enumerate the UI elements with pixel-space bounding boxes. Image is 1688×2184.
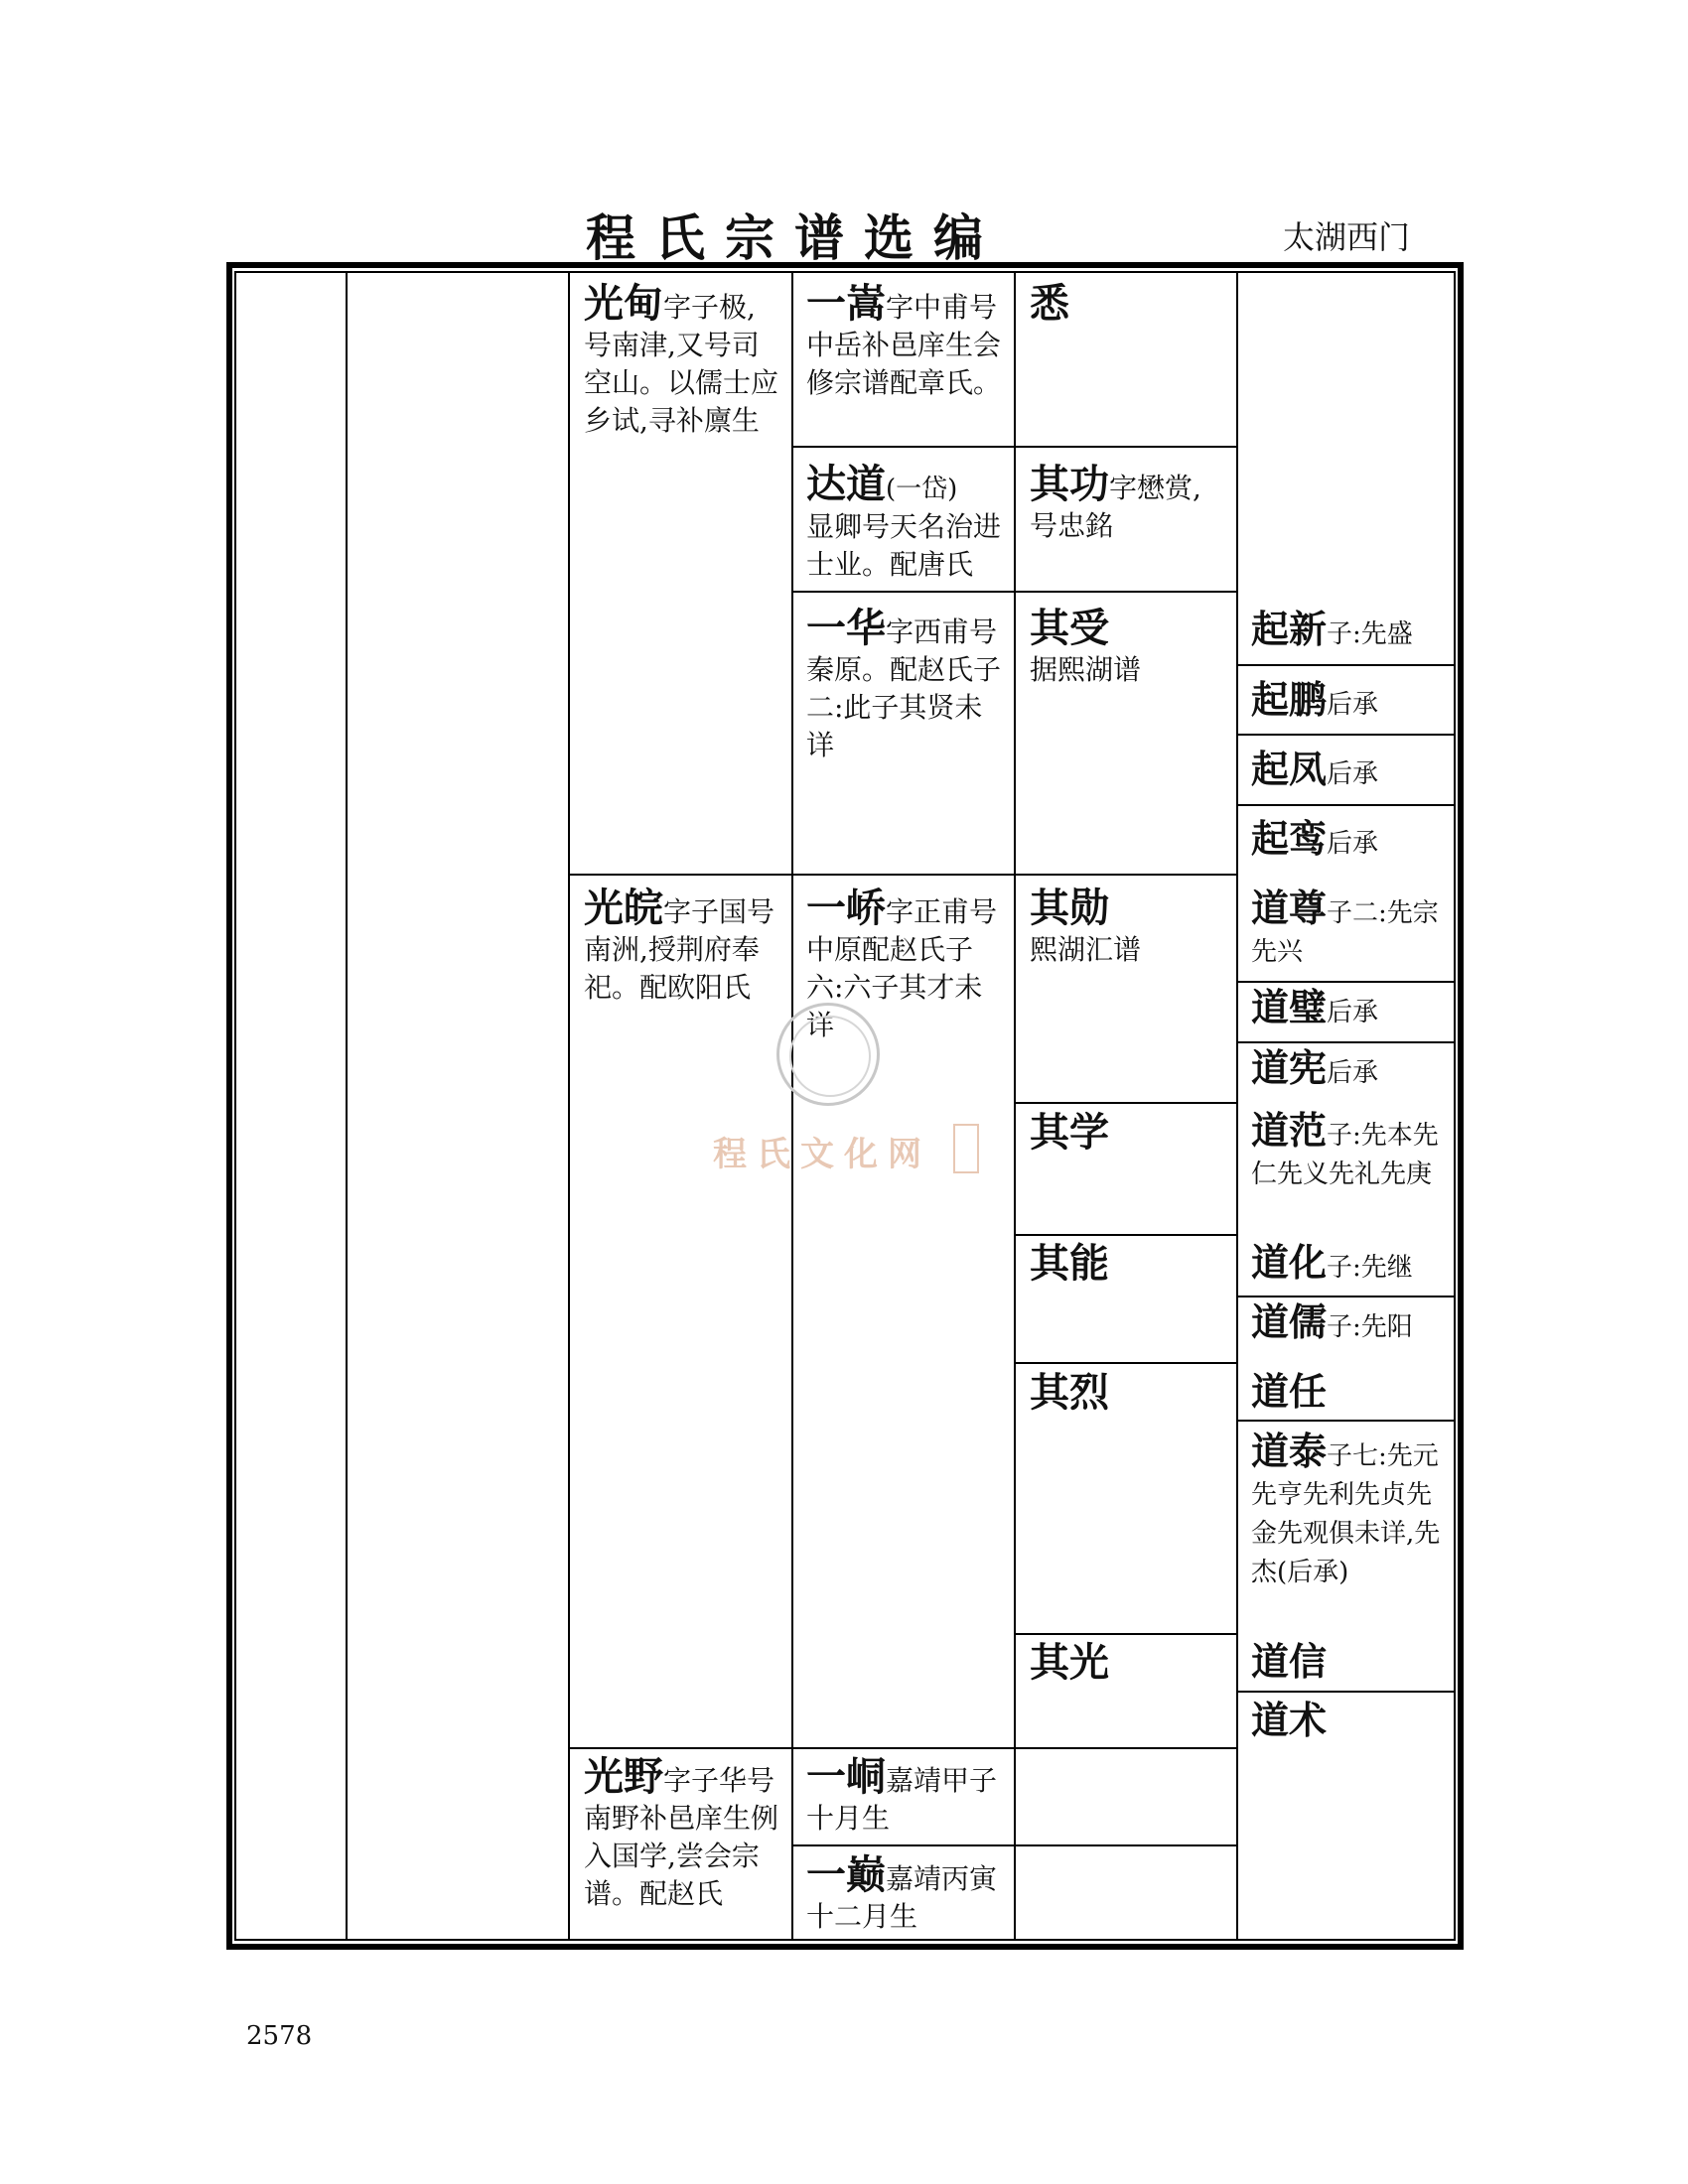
person-notes: 子:先继 bbox=[1327, 1253, 1413, 1283]
genealogy-entry bbox=[1251, 1370, 1450, 1416]
row-divider bbox=[1236, 981, 1455, 983]
person-name: 道泰 bbox=[1251, 1430, 1328, 1473]
person-notes: 字中甫号中岳补邑庠生会修宗谱配章氏。 bbox=[806, 291, 1002, 399]
person-name: 一嵩 bbox=[806, 281, 886, 327]
branch-name: 太湖西门 bbox=[1283, 218, 1411, 256]
genealogy-entry bbox=[1251, 1699, 1450, 1744]
page-title: 程氏宗谱选编 bbox=[586, 209, 1003, 267]
person-name: 道尊 bbox=[1251, 887, 1328, 930]
genealogy-entry bbox=[1030, 886, 1228, 969]
row-divider bbox=[791, 1844, 1238, 1846]
person-notes: 嘉靖丙寅十二月生 bbox=[806, 1862, 998, 1933]
person-notes: 字懋赏,号忠銘 bbox=[1030, 472, 1201, 542]
person-notes: 子:先本先仁先义先礼先庚 bbox=[1251, 1121, 1439, 1189]
person-name: 光皖 bbox=[584, 886, 663, 931]
person-name: 道儒 bbox=[1251, 1300, 1328, 1344]
person-alias: (一岱) bbox=[886, 475, 958, 504]
row-divider bbox=[791, 591, 1238, 593]
watermark-text: 程氏文化网 bbox=[713, 1135, 931, 1174]
person-notes: 据熙湖谱 bbox=[1030, 653, 1142, 686]
person-name: 一峤 bbox=[806, 886, 886, 931]
genealogy-entry bbox=[1251, 887, 1450, 971]
genealogy-entry bbox=[1030, 1640, 1228, 1686]
row-divider bbox=[1236, 1296, 1455, 1297]
genealogy-entry bbox=[584, 281, 782, 440]
person-name: 道宪 bbox=[1251, 1046, 1328, 1090]
genealogy-entry bbox=[1030, 1241, 1228, 1287]
person-notes: 后承 bbox=[1327, 690, 1379, 720]
person-notes: 熙湖汇谱 bbox=[1030, 933, 1142, 966]
genealogy-entry bbox=[1251, 1241, 1450, 1287]
person-notes: 子:先阳 bbox=[1327, 1312, 1413, 1342]
person-notes: 字西甫号秦原。配赵氏子二:此子其贤未详 bbox=[806, 615, 1002, 761]
person-name: 其受 bbox=[1030, 606, 1109, 651]
person-name: 道任 bbox=[1251, 1370, 1328, 1414]
person-name: 光野 bbox=[584, 1754, 663, 1800]
column-divider bbox=[791, 272, 793, 1940]
person-name: 起鹏 bbox=[1251, 678, 1328, 722]
genealogy-entry bbox=[1251, 1640, 1450, 1686]
genealogy-entry bbox=[806, 462, 1005, 584]
person-notes: 字子国号南洲,授荆府奉祀。配欧阳氏 bbox=[584, 895, 775, 1004]
row-divider bbox=[1014, 1362, 1238, 1364]
person-notes: 嘉靖甲子十月生 bbox=[806, 1764, 998, 1835]
row-divider bbox=[1236, 1041, 1455, 1043]
row-divider bbox=[791, 446, 1238, 448]
genealogy-entry bbox=[584, 1754, 782, 1913]
page-number: 2578 bbox=[246, 2021, 313, 2051]
genealogy-entry bbox=[1251, 817, 1450, 863]
row-divider bbox=[1014, 1102, 1238, 1104]
person-notes: 后承 bbox=[1327, 998, 1379, 1027]
genealogy-entry bbox=[1251, 1109, 1450, 1193]
column-divider bbox=[1014, 272, 1016, 1940]
person-notes: 子二:先宗先兴 bbox=[1251, 898, 1439, 967]
row-divider bbox=[568, 1747, 1238, 1749]
person-name: 其能 bbox=[1030, 1241, 1109, 1287]
person-name: 一华 bbox=[806, 606, 886, 651]
genealogy-entry bbox=[1251, 1430, 1450, 1591]
watermark-stamp-icon bbox=[953, 1124, 979, 1173]
row-divider bbox=[1236, 1420, 1455, 1422]
person-name: 道范 bbox=[1251, 1109, 1328, 1153]
person-name: 其光 bbox=[1030, 1640, 1109, 1686]
person-name: 其功 bbox=[1030, 462, 1109, 507]
person-name: 其学 bbox=[1030, 1110, 1109, 1156]
person-name: 一峒 bbox=[806, 1754, 886, 1800]
genealogy-entry bbox=[1030, 606, 1228, 689]
genealogy-entry bbox=[584, 886, 782, 1007]
genealogy-entry bbox=[1030, 1110, 1228, 1156]
person-name: 道术 bbox=[1251, 1699, 1328, 1742]
genealogy-entry bbox=[806, 1852, 1005, 1936]
person-name: 起新 bbox=[1251, 608, 1328, 651]
person-name: 其勋 bbox=[1030, 886, 1109, 931]
person-notes: 字子华号南野补邑庠生例入国学,尝会宗谱。配赵氏 bbox=[584, 1764, 779, 1910]
person-notes: 字子极,号南津,又号司空山。以儒士应乡试,寻补廪生 bbox=[584, 291, 779, 437]
person-notes: 后承 bbox=[1327, 1058, 1379, 1088]
person-name: 道化 bbox=[1251, 1241, 1328, 1285]
person-name: 其烈 bbox=[1030, 1370, 1109, 1416]
genealogy-entry bbox=[1251, 1046, 1450, 1092]
person-notes: 后承 bbox=[1327, 759, 1379, 789]
watermark-seal-icon bbox=[776, 1003, 880, 1106]
genealogy-entry bbox=[1251, 986, 1450, 1031]
genealogy-entry bbox=[1251, 678, 1450, 724]
row-divider bbox=[1014, 1633, 1238, 1635]
person-name: 起鸾 bbox=[1251, 817, 1328, 861]
genealogy-entry bbox=[806, 606, 1005, 764]
genealogy-entry bbox=[1030, 281, 1228, 327]
column-divider bbox=[568, 272, 570, 1940]
person-notes: 子:先盛 bbox=[1327, 619, 1413, 649]
row-divider bbox=[1236, 664, 1455, 666]
column-divider bbox=[1236, 272, 1238, 1940]
person-name: 一巅 bbox=[806, 1852, 886, 1898]
row-divider bbox=[1236, 804, 1455, 806]
genealogy-entry bbox=[1251, 748, 1450, 793]
person-name: 起凤 bbox=[1251, 748, 1328, 791]
genealogy-entry bbox=[1251, 608, 1450, 653]
genealogy-entry bbox=[806, 1754, 1005, 1838]
genealogy-entry bbox=[1251, 1300, 1450, 1346]
genealogy-entry bbox=[1030, 1370, 1228, 1416]
genealogy-entry bbox=[806, 281, 1005, 402]
person-notes: 显卿号天名治进士业。配唐氏 bbox=[806, 510, 1002, 581]
column-divider bbox=[346, 272, 348, 1940]
row-divider bbox=[1236, 1691, 1455, 1693]
row-divider bbox=[1014, 1234, 1238, 1236]
row-divider bbox=[568, 874, 1238, 876]
row-divider bbox=[1236, 734, 1455, 736]
person-name: 达道 bbox=[806, 462, 886, 507]
person-notes: 字正甫号中原配赵氏子六:六子其才未详 bbox=[806, 895, 998, 1041]
person-name: 道信 bbox=[1251, 1640, 1328, 1684]
person-name: 光甸 bbox=[584, 281, 663, 327]
person-notes: 子七:先元先亨先利先贞先金先观俱未详,先杰(后承) bbox=[1251, 1441, 1441, 1587]
person-name: 道璧 bbox=[1251, 986, 1328, 1029]
person-notes: 后承 bbox=[1327, 829, 1379, 859]
person-name: 悉 bbox=[1030, 281, 1069, 327]
genealogy-entry bbox=[1030, 462, 1228, 545]
